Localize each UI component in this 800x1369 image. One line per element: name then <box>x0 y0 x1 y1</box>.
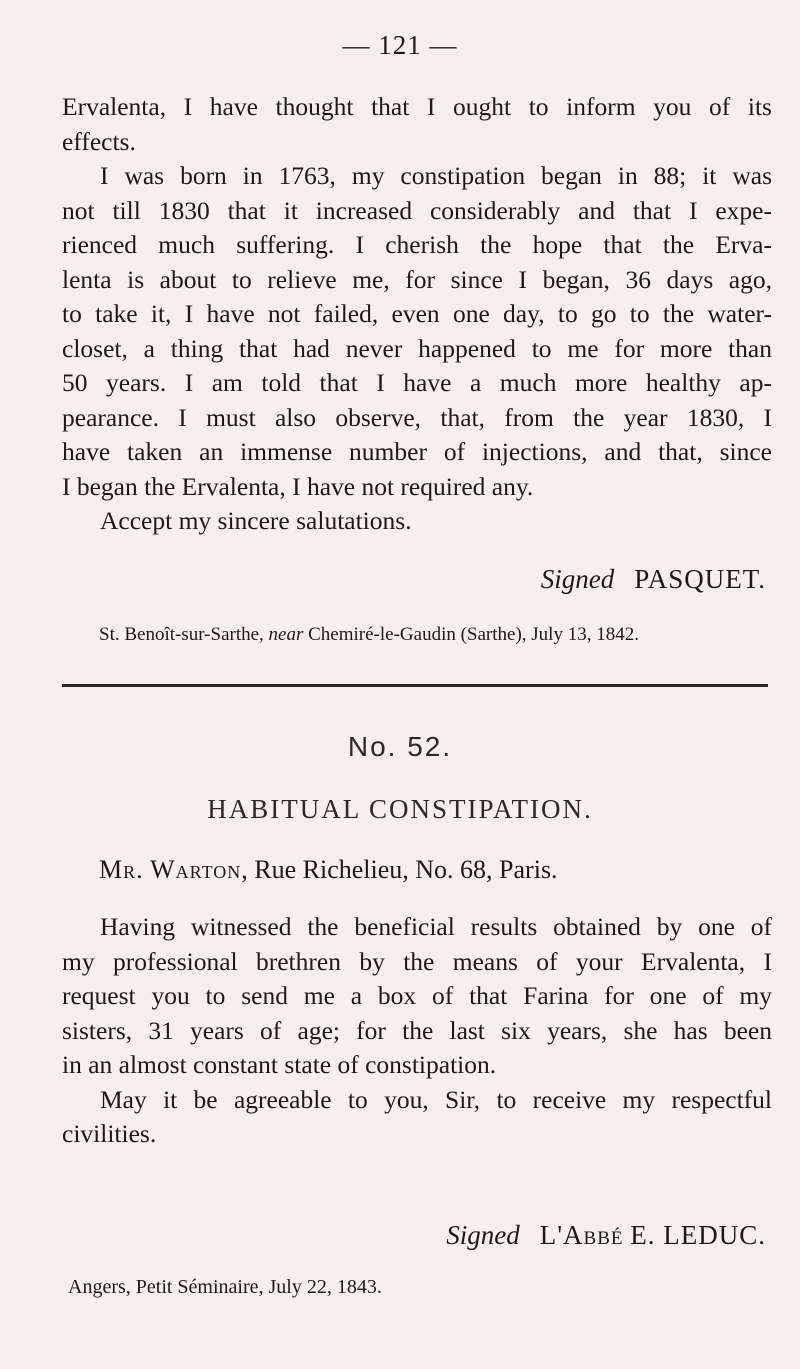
text-line: sisters, 31 years of age; for the last six years, she has been <box>62 1015 772 1045</box>
text-line: in an almost constant state of constipation. <box>62 1050 497 1079</box>
page-number: — 121 — <box>342 30 458 60</box>
text-line: effects. <box>62 126 136 156</box>
signature-pasquet <box>0 564 766 595</box>
text-line: Ervalenta, I have thought that I ought to inform you of its <box>62 92 772 121</box>
letter-number: No. 52. <box>347 731 453 762</box>
text-line: my professional brethren by the means of your Ervalenta, I <box>62 946 772 976</box>
text-line: not till 1830 that it increased considerably and that I expe- <box>62 195 772 225</box>
text-line: lenta is about to relieve me, for since I began, 36 days ago, <box>62 264 772 294</box>
addressee <box>99 855 558 885</box>
addressee-prefix: Mr. <box>99 855 144 884</box>
text-line: Having witnessed the beneficial results obtained by one of <box>100 912 772 941</box>
text-line: May it be agreeable to you, Sir, to receive my respectful <box>100 1084 772 1114</box>
signer-name: E. LEDUC. <box>630 1220 766 1250</box>
text-line: to take it, I have not failed, even one day, to go to the water- <box>62 299 772 328</box>
section-divider <box>62 684 768 687</box>
text-line: request you to send me a box of that Farina for one of my <box>62 981 772 1010</box>
text-line: Accept my sincere salutations. <box>100 506 412 535</box>
addressee-name: Warton <box>150 855 242 884</box>
text-line: pearance. I must also observe, that, from the year 1830, I <box>62 402 772 432</box>
place-suffix: Chemiré-le-Gaudin (Sarthe), July 13, 1842. <box>308 624 639 645</box>
place-date-leduc: Angers, Petit Séminaire, July 22, 1843. <box>68 1276 382 1298</box>
text-line: I was born in 1763, my constipation began in 88; it was <box>100 161 772 190</box>
text-line: I began the Ervalenta, I have not required any. <box>62 471 534 501</box>
text-line: 50 years. I am told that I have a much more healthy ap- <box>62 368 772 397</box>
letter-pasquet-body <box>62 90 772 539</box>
signer-name: PASQUET. <box>634 564 766 594</box>
text-line: civilities. <box>62 1119 157 1148</box>
signed-label: Signed <box>446 1220 520 1250</box>
place-prefix: St. Benoît-sur-Sarthe, <box>99 624 264 645</box>
text-line: have taken an immense number of injections, and that, since <box>62 437 772 466</box>
text-line: closet, a thing that had never happened to me for more than <box>62 333 772 363</box>
place-date-pasquet <box>99 624 639 646</box>
place-near: near <box>268 624 304 645</box>
section-title: HABITUAL CONSTIPATION. <box>207 794 593 824</box>
letter-leduc-body <box>62 910 772 1152</box>
signed-label: Signed <box>540 564 615 594</box>
signature-leduc <box>0 1220 766 1251</box>
signer-title: L'Abbé <box>539 1220 624 1250</box>
text-line: rienced much suffering. I cherish the hope that the Erva- <box>62 230 772 259</box>
addressee-address: , Rue Richelieu, No. 68, Paris. <box>241 855 558 884</box>
